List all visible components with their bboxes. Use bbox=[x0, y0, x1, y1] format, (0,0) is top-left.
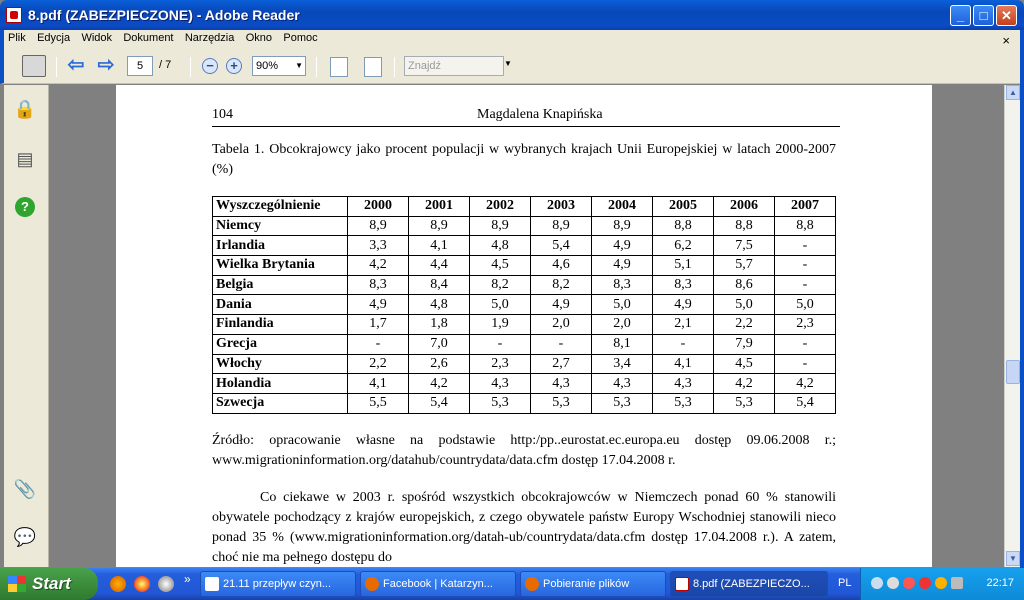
data-table bbox=[212, 196, 836, 414]
taskbar-item-facebook[interactable] bbox=[360, 571, 516, 597]
menu-widok[interactable]: Widok bbox=[81, 32, 113, 44]
table-header-cell: 2006 bbox=[714, 197, 775, 217]
table-cell: 5,4 bbox=[531, 236, 592, 256]
table-cell: 8,2 bbox=[531, 275, 592, 295]
table-header-cell: 2000 bbox=[348, 197, 409, 217]
table-cell: 7,0 bbox=[409, 334, 470, 354]
table-header-cell: 2005 bbox=[653, 197, 714, 217]
table-cell: - bbox=[775, 236, 836, 256]
table-cell: 1,8 bbox=[409, 315, 470, 335]
previous-page-button[interactable]: ⇦ bbox=[67, 54, 85, 76]
table-cell: 4,9 bbox=[592, 236, 653, 256]
toolbar-separator bbox=[316, 57, 317, 77]
table-cell: 5,3 bbox=[470, 393, 531, 413]
document-close-button[interactable]: × bbox=[1002, 33, 1010, 48]
table-cell: 5,3 bbox=[653, 393, 714, 413]
find-input[interactable]: Znajdź bbox=[404, 56, 504, 76]
menu-edycja[interactable]: Edycja bbox=[37, 32, 71, 44]
security-icon[interactable] bbox=[903, 577, 915, 589]
table-header-cell: Wyszczególnienie bbox=[213, 197, 348, 217]
table-cell: 8,3 bbox=[653, 275, 714, 295]
table-cell: 2,6 bbox=[409, 354, 470, 374]
table-cell: 3,3 bbox=[348, 236, 409, 256]
table-cell: - bbox=[470, 334, 531, 354]
table-cell: 8,8 bbox=[714, 216, 775, 236]
zoom-in-button[interactable]: + bbox=[226, 58, 242, 74]
table-cell: 4,5 bbox=[714, 354, 775, 374]
messenger-tray-icon[interactable] bbox=[935, 577, 947, 589]
table-cell: - bbox=[775, 275, 836, 295]
table-cell: 4,2 bbox=[348, 256, 409, 276]
window-title: 8.pdf (ZABEZPIECZONE) - Adobe Reader bbox=[28, 7, 300, 23]
table-cell: 5,3 bbox=[592, 393, 653, 413]
zoom-value: 90% bbox=[256, 60, 279, 72]
table-cell: 3,4 bbox=[592, 354, 653, 374]
table-cell: 1,7 bbox=[348, 315, 409, 335]
table-cell: 8,2 bbox=[470, 275, 531, 295]
antivirus-icon[interactable] bbox=[919, 577, 931, 589]
table-cell: 2,3 bbox=[470, 354, 531, 374]
table-cell: 8,6 bbox=[714, 275, 775, 295]
table-cell: 4,4 bbox=[409, 256, 470, 276]
table-row bbox=[213, 295, 836, 315]
table-cell: 5,0 bbox=[592, 295, 653, 315]
table-cell: 6,2 bbox=[653, 236, 714, 256]
firefox-icon bbox=[365, 577, 379, 591]
table-header-cell: 2003 bbox=[531, 197, 592, 217]
table-cell: 4,1 bbox=[409, 236, 470, 256]
page-total: / 7 bbox=[159, 59, 172, 71]
table-cell: 8,1 bbox=[592, 334, 653, 354]
page-header bbox=[212, 107, 840, 127]
table-cell: 8,9 bbox=[409, 216, 470, 236]
table-row bbox=[213, 334, 836, 354]
help-icon[interactable]: ? bbox=[15, 197, 35, 217]
document-icon bbox=[205, 577, 219, 591]
table-cell: 8,4 bbox=[409, 275, 470, 295]
task-label: Facebook | Katarzyn... bbox=[383, 578, 493, 590]
table-row bbox=[213, 275, 836, 295]
page-number: 104 bbox=[212, 107, 233, 122]
clock: 22:17 bbox=[986, 577, 1014, 589]
close-button[interactable]: ✕ bbox=[996, 5, 1017, 26]
body-paragraph: Co ciekawe w 2003 r. spośród wszystkich obcokrajowców w Niemczech ponad 60 % stanowili obywatele pochodzący z krajów europejskich, z czego obywatele państw Europy Wschodniej stanowili nieco ponad 35 % (www.migrationinformation.org/datah-ub/countrydata/data.cfm dostęp 17.04.2008 r.). A zatem, choć nie ma pełnego dostępu do bbox=[212, 490, 836, 565]
taskbar-item-downloads[interactable] bbox=[520, 571, 666, 597]
pdf-page bbox=[116, 85, 932, 567]
attachment-icon[interactable]: 📎 bbox=[13, 479, 37, 499]
table-cell: 4,2 bbox=[714, 374, 775, 394]
table-cell: 5,3 bbox=[714, 393, 775, 413]
table-cell: 5,3 bbox=[531, 393, 592, 413]
table-row bbox=[213, 374, 836, 394]
navigation-panel bbox=[4, 85, 49, 567]
menu-dokument[interactable]: Dokument bbox=[123, 32, 174, 44]
table-cell: 4,3 bbox=[653, 374, 714, 394]
table-cell: 8,9 bbox=[470, 216, 531, 236]
table-cell: 2,1 bbox=[653, 315, 714, 335]
table-row bbox=[213, 236, 836, 256]
menu-pomoc[interactable]: Pomoc bbox=[283, 32, 318, 44]
firefox-icon bbox=[525, 577, 539, 591]
table-cell: 5,0 bbox=[714, 295, 775, 315]
table-row-label: Włochy bbox=[213, 354, 348, 374]
network-icon[interactable] bbox=[887, 577, 899, 589]
taskbar bbox=[0, 568, 1024, 600]
table-row bbox=[213, 354, 836, 374]
table-row-label: Grecja bbox=[213, 334, 348, 354]
table-cell: 5,5 bbox=[348, 393, 409, 413]
task-label: Pobieranie plików bbox=[543, 578, 630, 590]
table-row-label: Niemcy bbox=[213, 216, 348, 236]
table-row-label: Irlandia bbox=[213, 236, 348, 256]
table-cell: 5,0 bbox=[775, 295, 836, 315]
next-page-button[interactable]: ⇨ bbox=[97, 54, 115, 76]
table-cell: 8,8 bbox=[775, 216, 836, 236]
table-cell: 8,3 bbox=[592, 275, 653, 295]
table-cell: 2,0 bbox=[531, 315, 592, 335]
system-tray bbox=[860, 568, 1024, 600]
table-cell: 4,3 bbox=[531, 374, 592, 394]
pages-icon[interactable]: ▤ bbox=[16, 149, 34, 169]
firefox-quicklaunch-icon[interactable] bbox=[110, 576, 126, 592]
chevron-down-icon[interactable]: ▼ bbox=[504, 59, 512, 68]
taskbar-item-word[interactable] bbox=[200, 571, 356, 597]
table-cell: 5,7 bbox=[714, 256, 775, 276]
table-header-cell: 2007 bbox=[775, 197, 836, 217]
source-note: Źródło: opracowanie własne na podstawie http:/pp..eurostat.ec.europa.eu dostęp 09.06.2008 r.; www.migrationinformation.org/datahub/countrydata/data.cfm dostęp 17.04.2008 r. bbox=[212, 433, 836, 468]
table-cell: 5,4 bbox=[775, 393, 836, 413]
comments-icon[interactable]: 💬 bbox=[13, 527, 37, 547]
table-cell: 4,1 bbox=[653, 354, 714, 374]
author-name: Magdalena Knapińska bbox=[477, 107, 603, 122]
table-cell: 4,3 bbox=[592, 374, 653, 394]
menu-plik[interactable]: Plik bbox=[8, 32, 26, 44]
toolbar-separator bbox=[190, 57, 191, 77]
fit-page-button[interactable] bbox=[364, 57, 382, 77]
table-row-label: Dania bbox=[213, 295, 348, 315]
table-row-label: Belgia bbox=[213, 275, 348, 295]
table-cell: 8,9 bbox=[348, 216, 409, 236]
task-label: 21.11 przepływ czyn... bbox=[223, 578, 332, 590]
zoom-select[interactable] bbox=[252, 56, 306, 76]
table-cell: 4,3 bbox=[470, 374, 531, 394]
tray-expand-icon[interactable] bbox=[871, 577, 883, 589]
table-cell: 8,3 bbox=[348, 275, 409, 295]
start-label: Start bbox=[32, 574, 71, 593]
table-cell: 4,9 bbox=[653, 295, 714, 315]
monitor-icon[interactable] bbox=[951, 577, 963, 589]
table-cell: 4,9 bbox=[592, 256, 653, 276]
table-cell: 8,9 bbox=[592, 216, 653, 236]
table-cell: 4,9 bbox=[531, 295, 592, 315]
scroll-down-button[interactable]: ▼ bbox=[1006, 551, 1020, 566]
windows-logo-icon bbox=[8, 576, 26, 592]
messenger-quicklaunch-icon[interactable] bbox=[134, 576, 150, 592]
table-cell: 5,0 bbox=[470, 295, 531, 315]
toolbar-separator bbox=[394, 57, 395, 77]
table-row-label: Finlandia bbox=[213, 315, 348, 335]
pdf-icon bbox=[675, 577, 689, 591]
table-cell: 4,2 bbox=[775, 374, 836, 394]
table-cell: 4,8 bbox=[409, 295, 470, 315]
table-cell: 2,7 bbox=[531, 354, 592, 374]
table-cell: 7,9 bbox=[714, 334, 775, 354]
chevron-down-icon: ▼ bbox=[295, 61, 303, 70]
adobe-reader-icon bbox=[6, 7, 22, 23]
table-cell: 2,2 bbox=[714, 315, 775, 335]
toolbar bbox=[0, 49, 1024, 84]
vertical-scrollbar[interactable] bbox=[1004, 85, 1020, 567]
table-cell: 4,8 bbox=[470, 236, 531, 256]
table-header-cell: 2004 bbox=[592, 197, 653, 217]
scroll-up-button[interactable]: ▲ bbox=[1006, 85, 1020, 100]
table-cell: 4,5 bbox=[470, 256, 531, 276]
zoom-out-button[interactable]: − bbox=[202, 58, 218, 74]
print-button[interactable] bbox=[22, 55, 46, 77]
table-cell: 7,5 bbox=[714, 236, 775, 256]
menu-okno[interactable]: Okno bbox=[245, 32, 273, 44]
table-row bbox=[213, 393, 836, 413]
table-cell: - bbox=[775, 334, 836, 354]
window-border bbox=[1020, 30, 1024, 570]
table-row-label: Holandia bbox=[213, 374, 348, 394]
table-header-cell: 2001 bbox=[409, 197, 470, 217]
start-button[interactable] bbox=[0, 568, 98, 600]
table-cell: - bbox=[775, 354, 836, 374]
table-cell: 4,2 bbox=[409, 374, 470, 394]
lock-icon[interactable]: 🔒 bbox=[13, 99, 37, 119]
table-header-row bbox=[213, 197, 836, 217]
table-row bbox=[213, 256, 836, 276]
table-row-label: Wielka Brytania bbox=[213, 256, 348, 276]
taskbar-item-adobe-reader[interactable] bbox=[670, 571, 828, 597]
task-label: 8.pdf (ZABEZPIECZO... bbox=[693, 578, 810, 590]
table-cell: 1,9 bbox=[470, 315, 531, 335]
table-cell: 4,6 bbox=[531, 256, 592, 276]
language-indicator[interactable]: PL bbox=[838, 577, 852, 589]
table-cell: 5,4 bbox=[409, 393, 470, 413]
scroll-thumb[interactable] bbox=[1006, 360, 1020, 384]
table-cell: - bbox=[775, 256, 836, 276]
table-cell: 5,1 bbox=[653, 256, 714, 276]
title-bar[interactable] bbox=[0, 0, 1024, 30]
table-row-label: Szwecja bbox=[213, 393, 348, 413]
table-cell: - bbox=[348, 334, 409, 354]
table-row bbox=[213, 216, 836, 236]
maximize-button[interactable]: □ bbox=[973, 5, 994, 26]
table-cell: 4,9 bbox=[348, 295, 409, 315]
menu-narzedzia[interactable]: Narzędzia bbox=[184, 32, 235, 44]
fit-width-button[interactable] bbox=[330, 57, 348, 77]
table-caption: Tabela 1. Obcokrajowcy jako procent populacji w wybranych krajach Unii Europejskiej w latach 2000-2007 (%) bbox=[212, 142, 836, 177]
table-row bbox=[213, 315, 836, 335]
table-cell: 8,9 bbox=[531, 216, 592, 236]
table-header-cell: 2002 bbox=[470, 197, 531, 217]
table-cell: 2,3 bbox=[775, 315, 836, 335]
table-cell: - bbox=[653, 334, 714, 354]
table-cell: 4,1 bbox=[348, 374, 409, 394]
menu-bar bbox=[0, 30, 1024, 49]
table-cell: 2,0 bbox=[592, 315, 653, 335]
table-cell: 8,8 bbox=[653, 216, 714, 236]
table-cell: 2,2 bbox=[348, 354, 409, 374]
toolbar-separator bbox=[56, 57, 57, 77]
minimize-button[interactable]: _ bbox=[950, 5, 971, 26]
table-cell: - bbox=[531, 334, 592, 354]
media-quicklaunch-icon[interactable] bbox=[158, 576, 174, 592]
page-number-input[interactable]: 5 bbox=[127, 56, 153, 76]
document-viewport[interactable] bbox=[50, 85, 1004, 567]
quicklaunch-more-button[interactable]: » bbox=[184, 572, 191, 586]
